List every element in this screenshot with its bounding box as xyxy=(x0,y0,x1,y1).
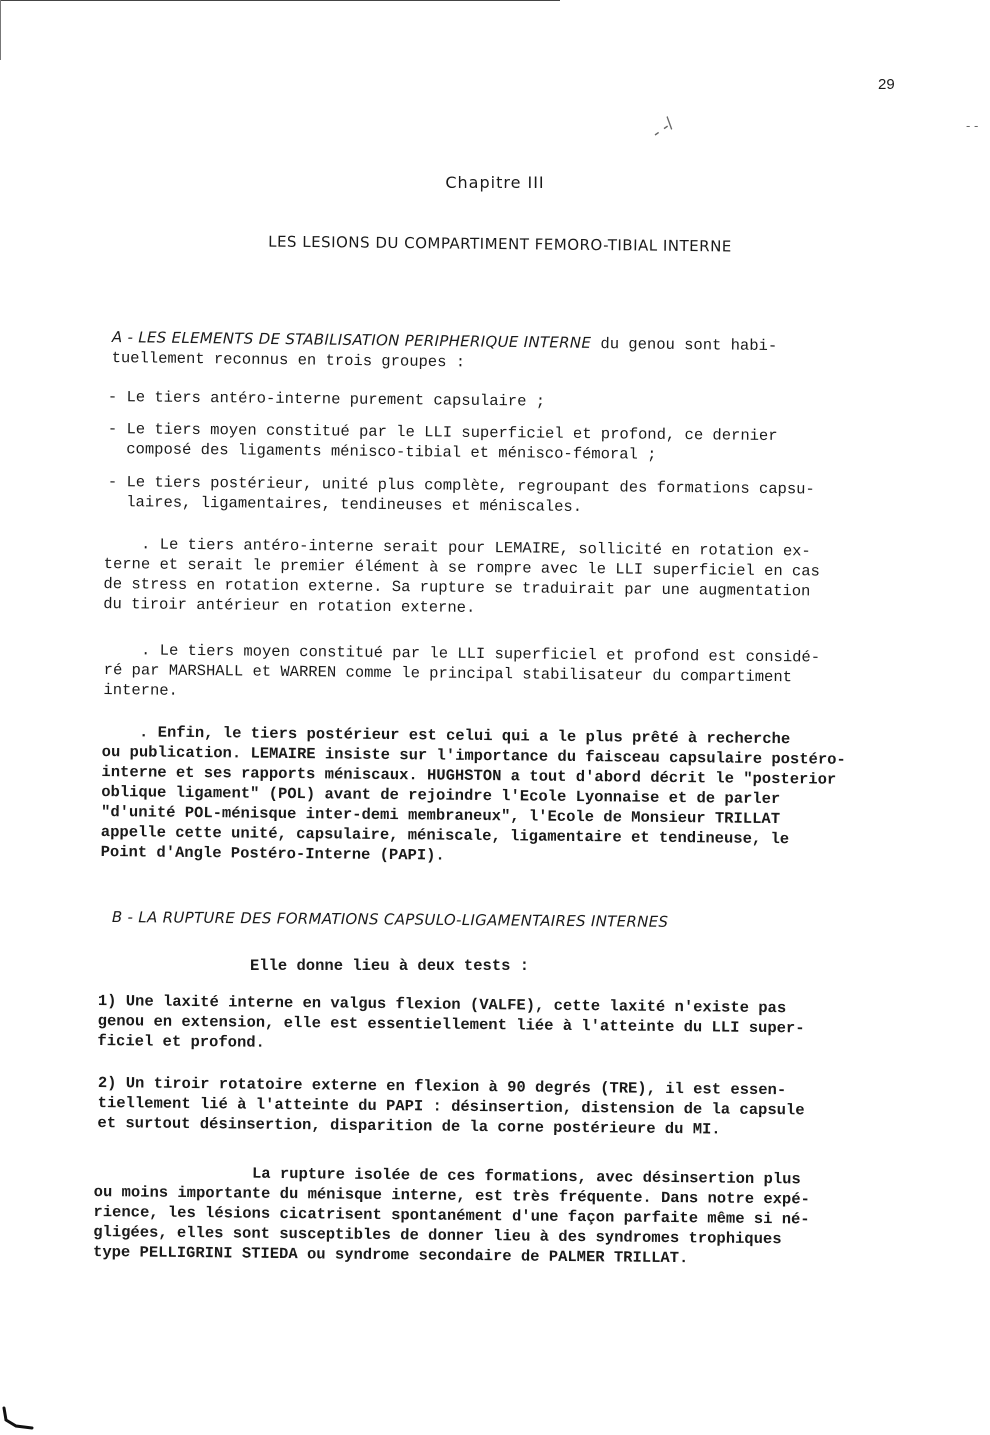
paragraph-posterior-third: . Enfin, le tiers postérieur est celui qui a le plus prêté à recherche ou publication. LEMAIRE insiste sur l'importance du faisceau capsulaire postéro- interne et ses rapports méniscaux. HUGHSTON a tout d'abord décrit le "posterior oblique ligament" (POL) avant de rejoindre l'Ecole Lyonnaise et de parler "d'unité POL-ménisque inter-demi membraneux", l'Ecole de Monsieur TRILLAT appelle cette unité, capsulaire, méniscale, ligamentaire et tendineuse, le Point d'Angle Postéro-Interne (PAPI). xyxy=(100,722,846,865)
bullet-item: - Le tiers antéro-interne purement capsulaire ; xyxy=(107,387,546,411)
scan-left-edge xyxy=(0,0,1,60)
bullet-item: - Le tiers postérieur, unité plus complète, regroupant des formations capsu- laires, ligamentaires, tendineuses et méniscales. xyxy=(107,472,815,516)
stray-pen-mark: - - xyxy=(966,118,979,133)
test-1: 1) Une laxité interne en valgus flexion (VALFE), cette laxité n'existe pas genou en extension, elle est essentiellement liée à l'atteinte du LLI super- ficiel et profond. xyxy=(97,991,805,1052)
section-a-intro-line: tuellement reconnus en trois groupes : xyxy=(111,348,466,372)
closing-paragraph: La rupture isolée de ces formations, avec désinsertion plus ou moins importante du ménisque interne, est très fréquente. Dans notre expé- rience, les lésions cicatrisent spontanément d'une façon parfaite même si né- gligées, elles sont susceptibles de donner lieu à des syndromes trophiques type PELLIGRINI STIEDA ou syndrome secondaire de PALMER TRILLAT. xyxy=(92,1163,810,1268)
chapter-heading: Chapitre III xyxy=(445,173,545,192)
section-b-heading: B - LA RUPTURE DES FORMATIONS CAPSULO-LIGAMENTAIRES INTERNES xyxy=(111,907,669,931)
stray-pen-mark: - -/ xyxy=(647,113,678,143)
test-2: 2) Un tiroir rotatoire externe en flexion à 90 degrés (TRE), il est essen- tiellement lié à l'atteinte du PAPI : désinsertion, distension de la capsule et surtout désinsertion, disparition de la corne postérieure du MI. xyxy=(97,1074,805,1139)
chapter-title: LES LESIONS DU COMPARTIMENT FEMORO-TIBIAL INTERNE xyxy=(268,232,732,256)
scan-top-edge xyxy=(0,0,560,1)
paragraph-middle-third: . Le tiers moyen constitué par le LLI superficiel et profond est considé- ré par MARSHALL et WARREN comme le principal stabilisateur du compartiment interne. xyxy=(103,640,821,700)
corner-scan-mark xyxy=(2,1406,34,1430)
section-a-heading: A - LES ELEMENTS DE STABILISATION PERIPHERIQUE INTERNE xyxy=(111,327,592,352)
bullet-item: - Le tiers moyen constitué par le LLI superficiel et profond, ce dernier composé des ligaments ménisco-tibial et ménisco-fémoral ; xyxy=(107,419,778,464)
paragraph-anterior-third: . Le tiers antéro-interne serait pour LEMAIRE, sollicité en rotation ex- terne et serait le premier élément à se rompre avec le LLI superficiel en cas de stress en rotation externe. Sa rupture se traduirait par une augmentation du tiroir antérieur en rotation externe. xyxy=(103,534,820,617)
section-a-intro xyxy=(111,327,777,376)
page-number: 29 xyxy=(878,76,895,93)
section-a-heading-tail: du genou sont habi- xyxy=(591,334,778,356)
tests-intro: Elle donne lieu à deux tests : xyxy=(250,957,530,975)
